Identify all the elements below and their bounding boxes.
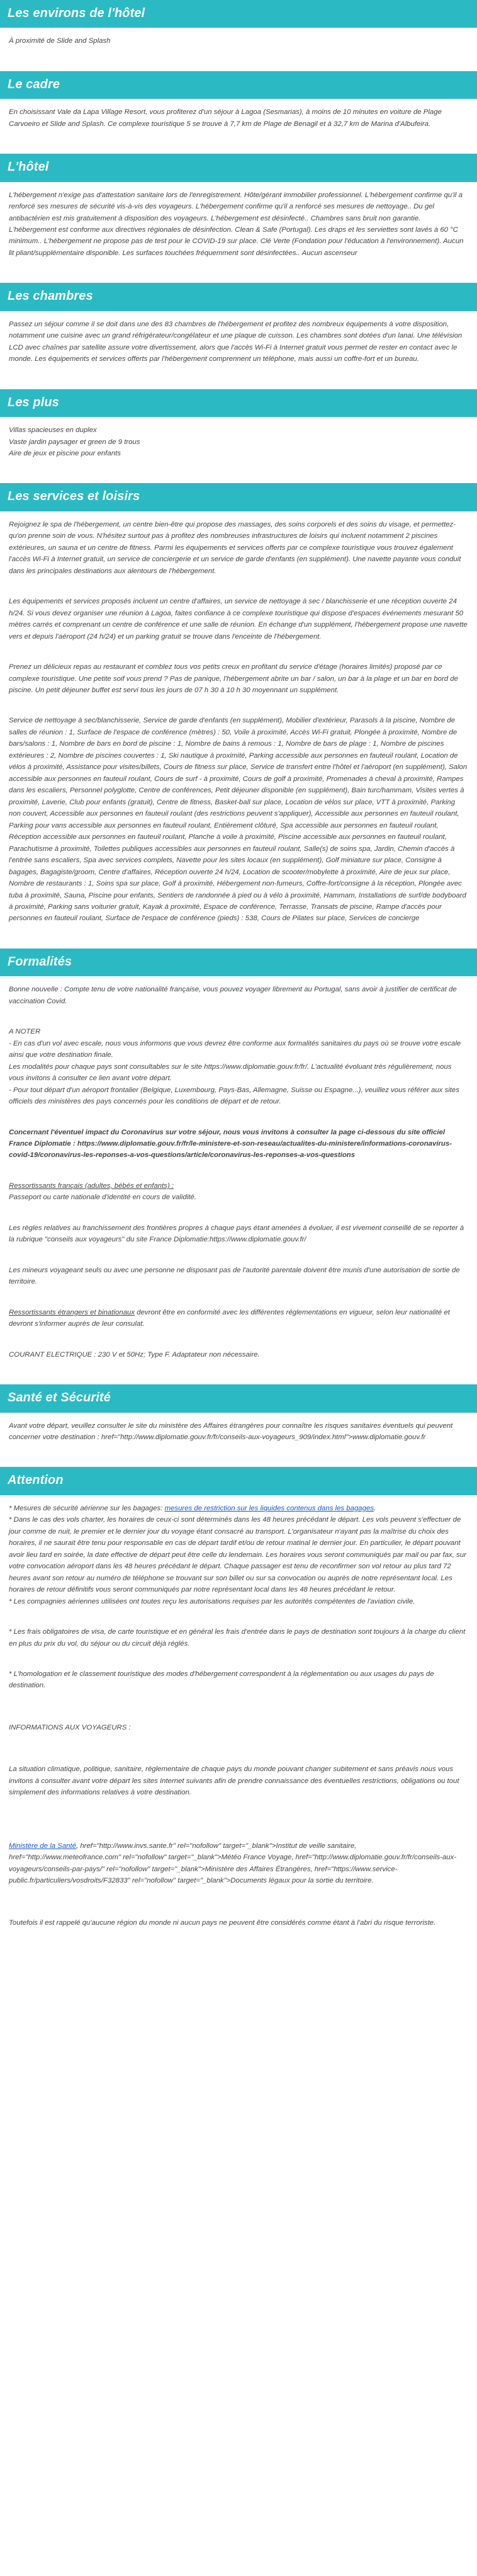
nota-line: Les modalités pour chaque pays sont consultables sur le site https://www.diplomatie.gouv.fr/fr/. L'actualité évoluant très régulièrement, nous vous invitons à consulter ce lien avant votre départ. (9, 1063, 452, 1083)
foreign-heading: Ressortissants étrangers et binationaux (9, 1308, 135, 1316)
foreign-text: devront être en conformité avec les différentes réglementations en vigueur, selon leur nationalité et devront s'informer auprès de leur consulat. (9, 1308, 450, 1328)
section-environs (9, 0, 468, 47)
section-paragraph: La situation climatique, politique, sanitaire, réglementaire de chaque pays du monde pouvant changer subitement et sans préavis nous vous invitons à consulter avant votre départ les sites Internet suivants afin de prendre connaissance des éventuelles restrictions, obligations ou tout simplement des informations relatives à votre destination. (9, 1765, 459, 1797)
section-text: Avant votre départ, veuillez consulter le site du ministère des Affaires étrangères pour connaître les risques sanitaires éventuels qui peuvent concerner votre destination : href="http://www.diplomatie.gouv.fr/fr/conseils-aux-voyageurs_909/index.html">www.diplomatie.gouv.fr (9, 1422, 453, 1441)
section-paragraph (9, 1307, 468, 1330)
section-paragraph: * Dans le cas des vols charter, les horaires de ceux-ci sont déterminés dans les 48 heures précédant le départ. Les vols peuvent s'effectuer de jour comme de nuit, le premier et le dernier jour du voyage étant consacré au transport. L'organisateur n'ayant pas la maîtrise du choix des horaires, il ne saurait être tenu pour responsable en cas de départ tardif et/ou de retour matinal le dernier jour. En particulier, le départ pouvant avoir lieu tard en soirée, la date effective de départ peut être celle du lendemain. Les horaires vous seront communiqués par mail ou par fax, sur votre convocation aéroport dans les 48 heures précédant le départ. Chaque passager est tenu de reconfirmer son vol retour au plus tard 72 heures avant son retour au numéro de téléphone se trouvant sur son billet ou sur sa convocation ou auprès de notre représentant local. Les horaires de retour définitifs vous seront communiqués par notre représentant local dans les 48 heures précédant le retour. (9, 1516, 466, 1594)
section-paragraph: Toutefois il est rappelé qu'aucune région du monde ni aucun pays ne peuvent être considérés comme étant à l'abri du risque terroriste. (9, 1918, 436, 1927)
section-text: En choisissant Vale da Lapa Village Resort, vous profiterez d'un séjour à Lagoa (Sesmarias), à moins de 10 minutes en voiture de Plage Carvoeiro et Slide and Splash. Ce complexe touristique 5 se trouve à 7,7 km de Plage de Benagil et à 32,7 km de Marina d'Albufeira. (9, 108, 442, 128)
section-paragraph: Service de nettoyage à sec/blanchisserie, Service de garde d'enfants (en supplément), Mobilier d'extérieur, Parasols à la piscine, Nombre de salles de réunion : 1, Surface de l'espace de conférence (mètres) : 50, Voile à proximité, Accès Wi-Fi gratuit, Plongée à proximité, Nombre de bars/salons : 1, Nombre de bars en bord de piscine : 1, Nombre de bains à remous : 1, Nombre de bars de plage : 1, Nombre de piscines extérieures : 2, Nombre de piscines couvertes : 1, Ski nautique à proximité, Parking accessible aux personnes en fauteuil roulant, Location de vélos à proximité, Assistance pour visites/billets, Cours de fitness sur place, Service de transfert entre l'hôtel et l'aéroport (en supplément), Salon accessible aux personnes en fauteuil roulant, Cours de surf - à proximité, Cours de golf à proximité, Promenades à cheval à proximité, Rampes dans les escaliers, Personnel polyglotte, Centre de conférences, Petit déjeuner disponible (en supplément), Bain turc/hammam, Visites vertes à proximité, Laverie, Club pour enfants (gratuit), Centre de fitness, Basket-ball sur place, Location de vélos sur place, VTT à proximité, Parking non couvert, Accessible aux personnes en fauteuil roulant (des restrictions peuvent s'appliquer), Accessible aux personnes en fauteuil roulant, Parking pour vans accessible aux personnes en fauteuil roulant, Entièrement clôturé, Spa accessible aux personnes en fauteuil roulant, Réception accessible aux personnes en fauteuil roulant, Planche à voile à proximité, Piscine accessible aux personnes en fauteuil roulant, Parachutisme à proximité, Toilettes publiques accessibles aux personnes en fauteuil roulant, Salle(s) de soins spa, Jardin, Chemin d'accès à l'entrée sans escaliers, Spa avec services complets, Navette pour les sites locaux (en supplément), Golf miniature sur place, Consigne à bagages, Bagagiste/groom, Centre d'affaires, Réception ouverte 24 h/24, Location de scooter/mobylette à proximité, Aire de jeux sur place, Nombre de restaurants : 1, Soins spa sur place, Golf à proximité, Hébergement non-fumeurs, Coffre-fort/consigne à la réception, Plongée avec tuba à proximité, Sauna, Piscine pour enfants, Sentiers de randonnée à pied ou à vélo à proximité, Hammam, Installations de surf/de bodyboard à proximité, Parking sans voiturier gratuit, Kayak à proximité, Espace de conférence, Terrasse, Transats de piscine, Rampe d'accès pour personnes en fauteuil roulant, Surface de l'espace de conférence (pieds) : 538, Cours de Pilates sur place, Services de concierge (9, 717, 468, 923)
section-paragraph: * Les compagnies aériennes utilisées ont toutes reçu les autorisations requises par les autorités compétentes de l'aviation civile. (9, 1597, 415, 1605)
section-cadre (9, 71, 468, 130)
section-attention (9, 1467, 468, 1929)
liquids-restriction-link[interactable]: mesures de restriction sur les liquides contenus dans les bagages (164, 1504, 374, 1512)
list-item: Aire de jeux et piscine pour enfants (9, 449, 121, 457)
section-title: Les plus (0, 389, 477, 417)
nota-line: - Pour tout départ d'un aéroport frontalier (Belgique, Luxembourg, Pays-Bas, Allemagne, Suisse ou Espagne...), veuillez vous référer aux sites officiels des ministères des pays concernés pour les conditions de départ et de retour. (9, 1086, 459, 1106)
list-item: Vaste jardin paysager et green de 9 trous (9, 438, 140, 446)
section-sante (9, 1384, 468, 1443)
section-title: L'hôtel (0, 154, 477, 181)
section-paragraph (9, 1840, 468, 1887)
section-paragraph: Les équipements et services proposés incluent un centre d'affaires, un service de nettoyage à sec / blanchisserie et une réception ouverte 24 h/24. Si vous devez organiser une réunion à Lagoa, faites confiance à ce complexe touristique qui dispose d'espaces événements mesurant 50 mètres carrés et comprenant un centre de conférence et une salle de réunion. En échange d'un supplément, l'hébergement propose une navette vers et depuis l'aéroport (24 h/24) et un parking gratuit se trouve dans l'enceinte de l'hébergement. (9, 598, 468, 641)
section-title: Les services et loisirs (0, 483, 477, 511)
electric-current: COURANT ELECTRIQUE : 230 V et 50Hz; Type F. Adaptateur non nécessaire. (9, 1350, 260, 1359)
section-services (9, 483, 468, 924)
nota-heading: A NOTER (9, 1028, 41, 1036)
list-item: Villas spacieuses en duplex (9, 426, 97, 435)
ministere-sante-link[interactable]: Ministère de la Santé (9, 1842, 77, 1850)
section-text: À proximité de Slide and Splash (9, 37, 111, 45)
section-paragraph: * L'homologation et le classement touristique des modes d'hébergement correspondent à la réglementation ou aux usages du pays de destination. (9, 1670, 434, 1690)
section-hotel (9, 154, 468, 259)
nota-line: - En cas d'un vol avec escale, nous vous informons que vous devrez être conforme aux formalités sanitaires du pays où se trouve votre escale ainsi que votre destination finale. (9, 1039, 461, 1059)
section-text: L'hébergement n'exige pas d'attestation sanitaire lors de l'enregistrement. Hôte/gérant immobilier professionnel. L'hébergement confirme qu'il a renforcé ses mesures de sécurité vis-à-vis des voyageurs. L'hébergement confirme qu'il a renforcé ses mesures de nettoyage.. Du gel antibactérien est mis gratuitement à disposition des voyageurs. L'hébergement est désinfecté.. Chambres sans bruit non garantie. L'hébergement est conforme aux directives régionales de désinfection. Clean & Safe (Portugal). Les draps et les serviettes sont lavés à 60 °C minimum.. L'hébergement ne propose pas de test pour le COVID-19 sur place. Clé Verte (Fondation pour l'éducation à l'environnement). Aucun lit pliant/supplémentaire disponible. Les surfaces touchées fréquemment sont désinfectées.. Aucun ascenseur (9, 191, 464, 257)
section-title: Formalités (0, 949, 477, 976)
section-paragraph: Bonne nouvelle : Compte tenu de votre nationalité française, vous pouvez voyager librement au Portugal, sans avoir à justifier de certificat de vaccination Covid. (9, 986, 457, 1005)
section-paragraph: Rejoignez le spa de l'hébergement, un centre bien-être qui propose des massages, des soins corporels et des soins du visage, et permettez-qu'on prenne soin de vous. N'hésitez surtout pas à profitez des nombreuses infrastructures de loisirs qui incluent notamment 2 piscines extérieures, un sauna et un centre de fitness. Parmi les équipements et services offerts par ce complexe touristique vous trouvez également l'accès Wi-Fi à Internet gratuit, un service de conciergerie et un service de garde d'enfants (en supplément). Une navette payante vous conduit dans les principales destinations aux alentours de l'hébergement. (9, 520, 461, 575)
section-paragraph: Les règles relatives au franchissement des frontières propres à chaque pays étant amenées à évoluer, il est vivement conseillé de se reporter à la rubrique "conseils aux voyageurs" du site France Diplomatie:https://www.diplomatie.gouv.fr/ (9, 1224, 464, 1244)
section-title: Les environs de l'hôtel (0, 0, 477, 28)
section-text: Passez un séjour comme il se doit dans une des 83 chambres de l'hébergement et profitez des nombreux équipements à votre disposition, notamment une cuisine avec un grand réfrigérateur/congélateur et une plaque de cuisson. Les chambres sont dotées d'un lanai. Une télévision LCD avec chaînes par satellite assure votre divertissement, alors que l'accès Wi-Fi à Internet gratuit vous permet de rester en contact avec le monde. Les équipements et services offerts par l'hébergement comprennent un téléphone, mais aussi un coffre-fort et un bureau. (9, 320, 463, 363)
section-title: Les chambres (0, 283, 477, 311)
resident-heading: Ressortissants français (adultes, bébés et enfants) : (9, 1182, 174, 1190)
section-formalites (9, 949, 468, 1360)
section-paragraph: Prenez un délicieux repas au restaurant et comblez tous vos petits creux en profitant du service d'étage (horaires limités) proposé par ce complexe touristique. Une petite soif vous prend ? Pas de panique, l'hébergement abrite un bar / salon, un bar à la plage et un bar en bord de piscine. Un petit déjeuner buffet est servi tous les jours de 07 h 30 à 10 h 30 moyennant un supplément. (9, 663, 458, 694)
section-paragraph: * Les frais obligatoires de visa, de carte touristique et en général les frais d'entrée dans le pays de destination sont toujours à la charge du client en plus du prix du vol, du séjour ou du circuit déjà réglés. (9, 1628, 466, 1648)
section-paragraph (9, 1503, 468, 1514)
resident-line: Passeport ou carte nationale d'identité en cours de validité. (9, 1194, 196, 1202)
section-plus (9, 389, 468, 460)
links-text: , href="http://www.invs.sante.fr" rel="nofollow" target="_blank">Institut de veille sanitaire, href="http://www.meteofrance.com" rel="nofollow" target="_blank">Météo France Voyage, href="http://www.diplomatie.gouv.fr/fr/conseils-aux-voyageurs/conseils-par-pays/" rel="nofollow" target="_blank">Ministère des Affaires Étrangères, href="https://www.service-public.fr/particuliers/vosdroits/F32833" rel="nofollow" target="_blank">Documents légaux pour la sortie du territoire. (9, 1842, 457, 1885)
section-title: Attention (0, 1467, 477, 1495)
section-paragraph: INFORMATIONS AUX VOYAGEURS : (9, 1723, 131, 1731)
section-title: Le cadre (0, 71, 477, 99)
security-text: * Mesures de sécurité aérienne sur les bagages: (9, 1504, 165, 1512)
section-paragraph: Les mineurs voyageant seuls ou avec une personne ne disposant pas de l'autorité parentale doivent être munis d'une autorisation de sortie de territoire. (9, 1266, 460, 1286)
coronavirus-notice: Concernant l'éventuel impact du Coronavirus sur votre séjour, nous vous invitons à consulter la page ci-dessous du site officiel France Diplomatie : https://www.diplomatie.gouv.fr/fr/le-ministere-et-son-reseau/actualites-du-ministere/informations-coronavirus-covid-19/coronavirus-les-reponses-a-vos-questions/article/coronavirus-les-reponses-a-vos-questions (9, 1128, 452, 1160)
section-chambres (9, 283, 468, 365)
section-title: Santé et Sécurité (0, 1384, 477, 1412)
security-text-end: . (374, 1504, 376, 1512)
